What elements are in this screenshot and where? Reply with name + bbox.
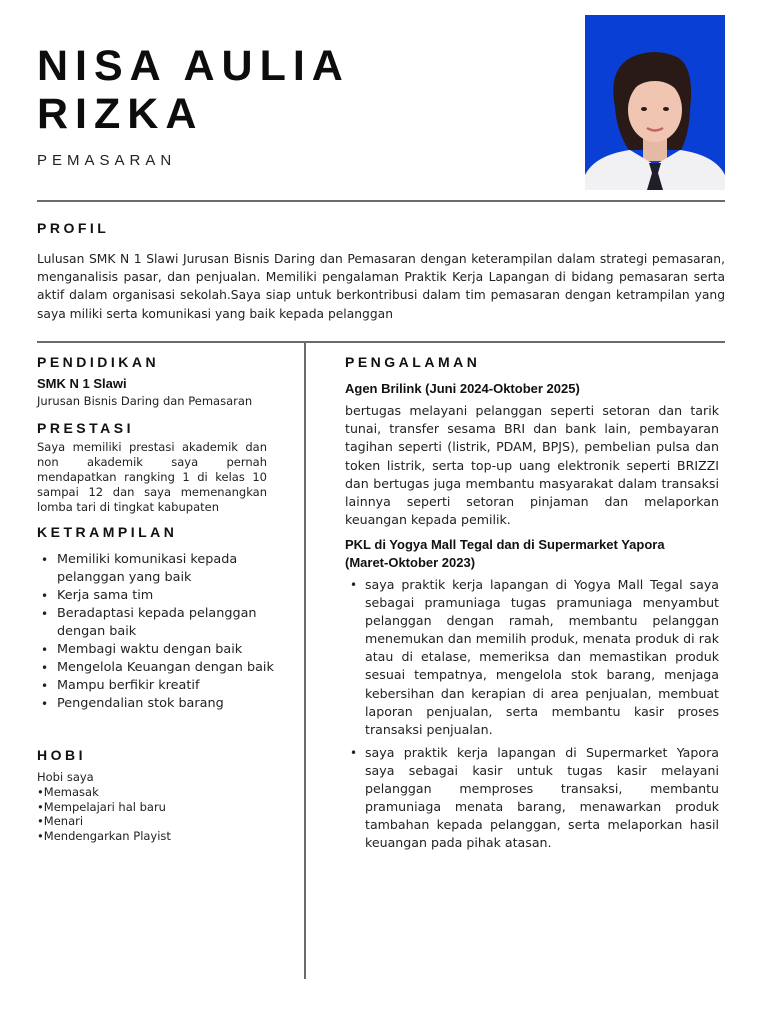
skill-item: • Kerja sama tim <box>37 587 277 605</box>
skill-item: • Memiliki komunikasi kepada pelanggan yang baik <box>37 551 277 587</box>
skill-item: • Membagi waktu dengan baik <box>37 641 277 659</box>
job1-description: bertugas melayani pelanggan seperti setoran dan tarik tunai, transfer sesama BRI dan bank lain, pembayaran tagihan seperti (listrik, PDAM, BPJS), pembelian pulsa dan token listrik, serta top-up uang elektronik seperti BRIZZI dan bertugas juga membantu masyarakat dalam transaksi lainnya seperti setoran pinjaman dan melaporkan keuangan kepada pemilik. <box>345 403 719 528</box>
hobby-line: •Mendengarkan Playist <box>37 829 171 844</box>
education-school: SMK N 1 Slawi <box>37 376 127 391</box>
divider-top <box>37 200 725 202</box>
hobby-line: •Menari <box>37 814 84 829</box>
name-line-2: RIZKA <box>37 90 204 138</box>
job1-title: Agen Brilink (Juni 2024-Oktober 2025) <box>345 381 580 396</box>
job-role: PEMASARAN <box>37 152 177 169</box>
divider-middle <box>37 341 725 343</box>
job2-title-line-2: (Maret-Oktober 2023) <box>345 555 476 570</box>
education-major: Jurusan Bisnis Daring dan Pemasaran <box>37 394 253 408</box>
job2-task-item: • saya praktik kerja lapangan di Supermarket Yapora saya sebagai kasir untuk tugas kasir melayani pelanggan memproses transaksi, membantu pramuniaga menata barang, menawarkan produk tambahan kepada pelanggan, serta melaporkan hasil keuangan pada pihak atasan. <box>345 744 719 853</box>
skill-item: • Pengendalian stok barang <box>37 695 277 713</box>
skills-list <box>37 551 277 713</box>
column-divider <box>304 343 306 979</box>
job2-title-line-1: PKL di Yogya Mall Tegal dan di Supermarket Yapora <box>345 537 665 552</box>
job2-tasks <box>345 576 719 857</box>
hobby-line: •Mempelajari hal baru <box>37 799 166 814</box>
skill-item: • Mampu berfikir kreatif <box>37 677 277 695</box>
education-heading: PENDIDIKAN <box>37 354 160 370</box>
name-line-1: NISA AULIA <box>37 42 350 90</box>
full-name <box>37 42 350 138</box>
hobby-heading: HOBI <box>37 747 86 763</box>
skill-item: • Beradaptasi kepada pelanggan dengan baik <box>37 605 277 641</box>
achievement-text: Saya memiliki prestasi akademik dan non akademik saya pernah mendapatkan rangking 1 di kelas 10 sampai 12 dan saya memenangkan lomba tari di tingkat kabupaten <box>37 440 267 514</box>
portrait-illustration <box>585 15 725 190</box>
profile-photo <box>585 15 725 190</box>
job2-task-item: • saya praktik kerja lapangan di Yogya Mall Tegal saya sebagai pramuniaga tugas pramuniaga menyambut pelanggan dengan ramah, membantu pelanggan menemukan dan memilih produk, menata produk di rak atau di etalase, memeriksa dan memastikan produk sesuai tempatnya, mengelola stok barang, menjaga kebersihan dan kerapian di area penjualan, membuat laporan penjualan, serta membantu kasir proses transaksi penjualan. <box>345 576 719 739</box>
profile-text: Lulusan SMK N 1 Slawi Jurusan Bisnis Daring dan Pemasaran dengan keterampilan dalam strategi pemasaran, menganalisis pasar, dan penjualan. Memiliki pengalaman Praktik Kerja Lapangan di bidang pemasaran serta aktif dalam organisasi sekolah.Saya siap untuk berkontribusi dalam tim pemasaran dengan ketrampilan yang saya miliki serta komunikasi yang baik kepada pelanggan <box>37 252 725 321</box>
skills-heading: KETRAMPILAN <box>37 524 178 540</box>
experience-heading: PENGALAMAN <box>345 354 481 370</box>
hobby-line: •Memasak <box>37 784 99 799</box>
job2-title <box>345 536 665 572</box>
skill-item: • Mengelola Keuangan dengan baik <box>37 659 277 677</box>
profile-heading: PROFIL <box>37 220 110 236</box>
achievement-heading: PRESTASI <box>37 420 134 436</box>
hobby-list <box>37 770 277 844</box>
hobby-line: Hobi saya <box>37 770 94 784</box>
